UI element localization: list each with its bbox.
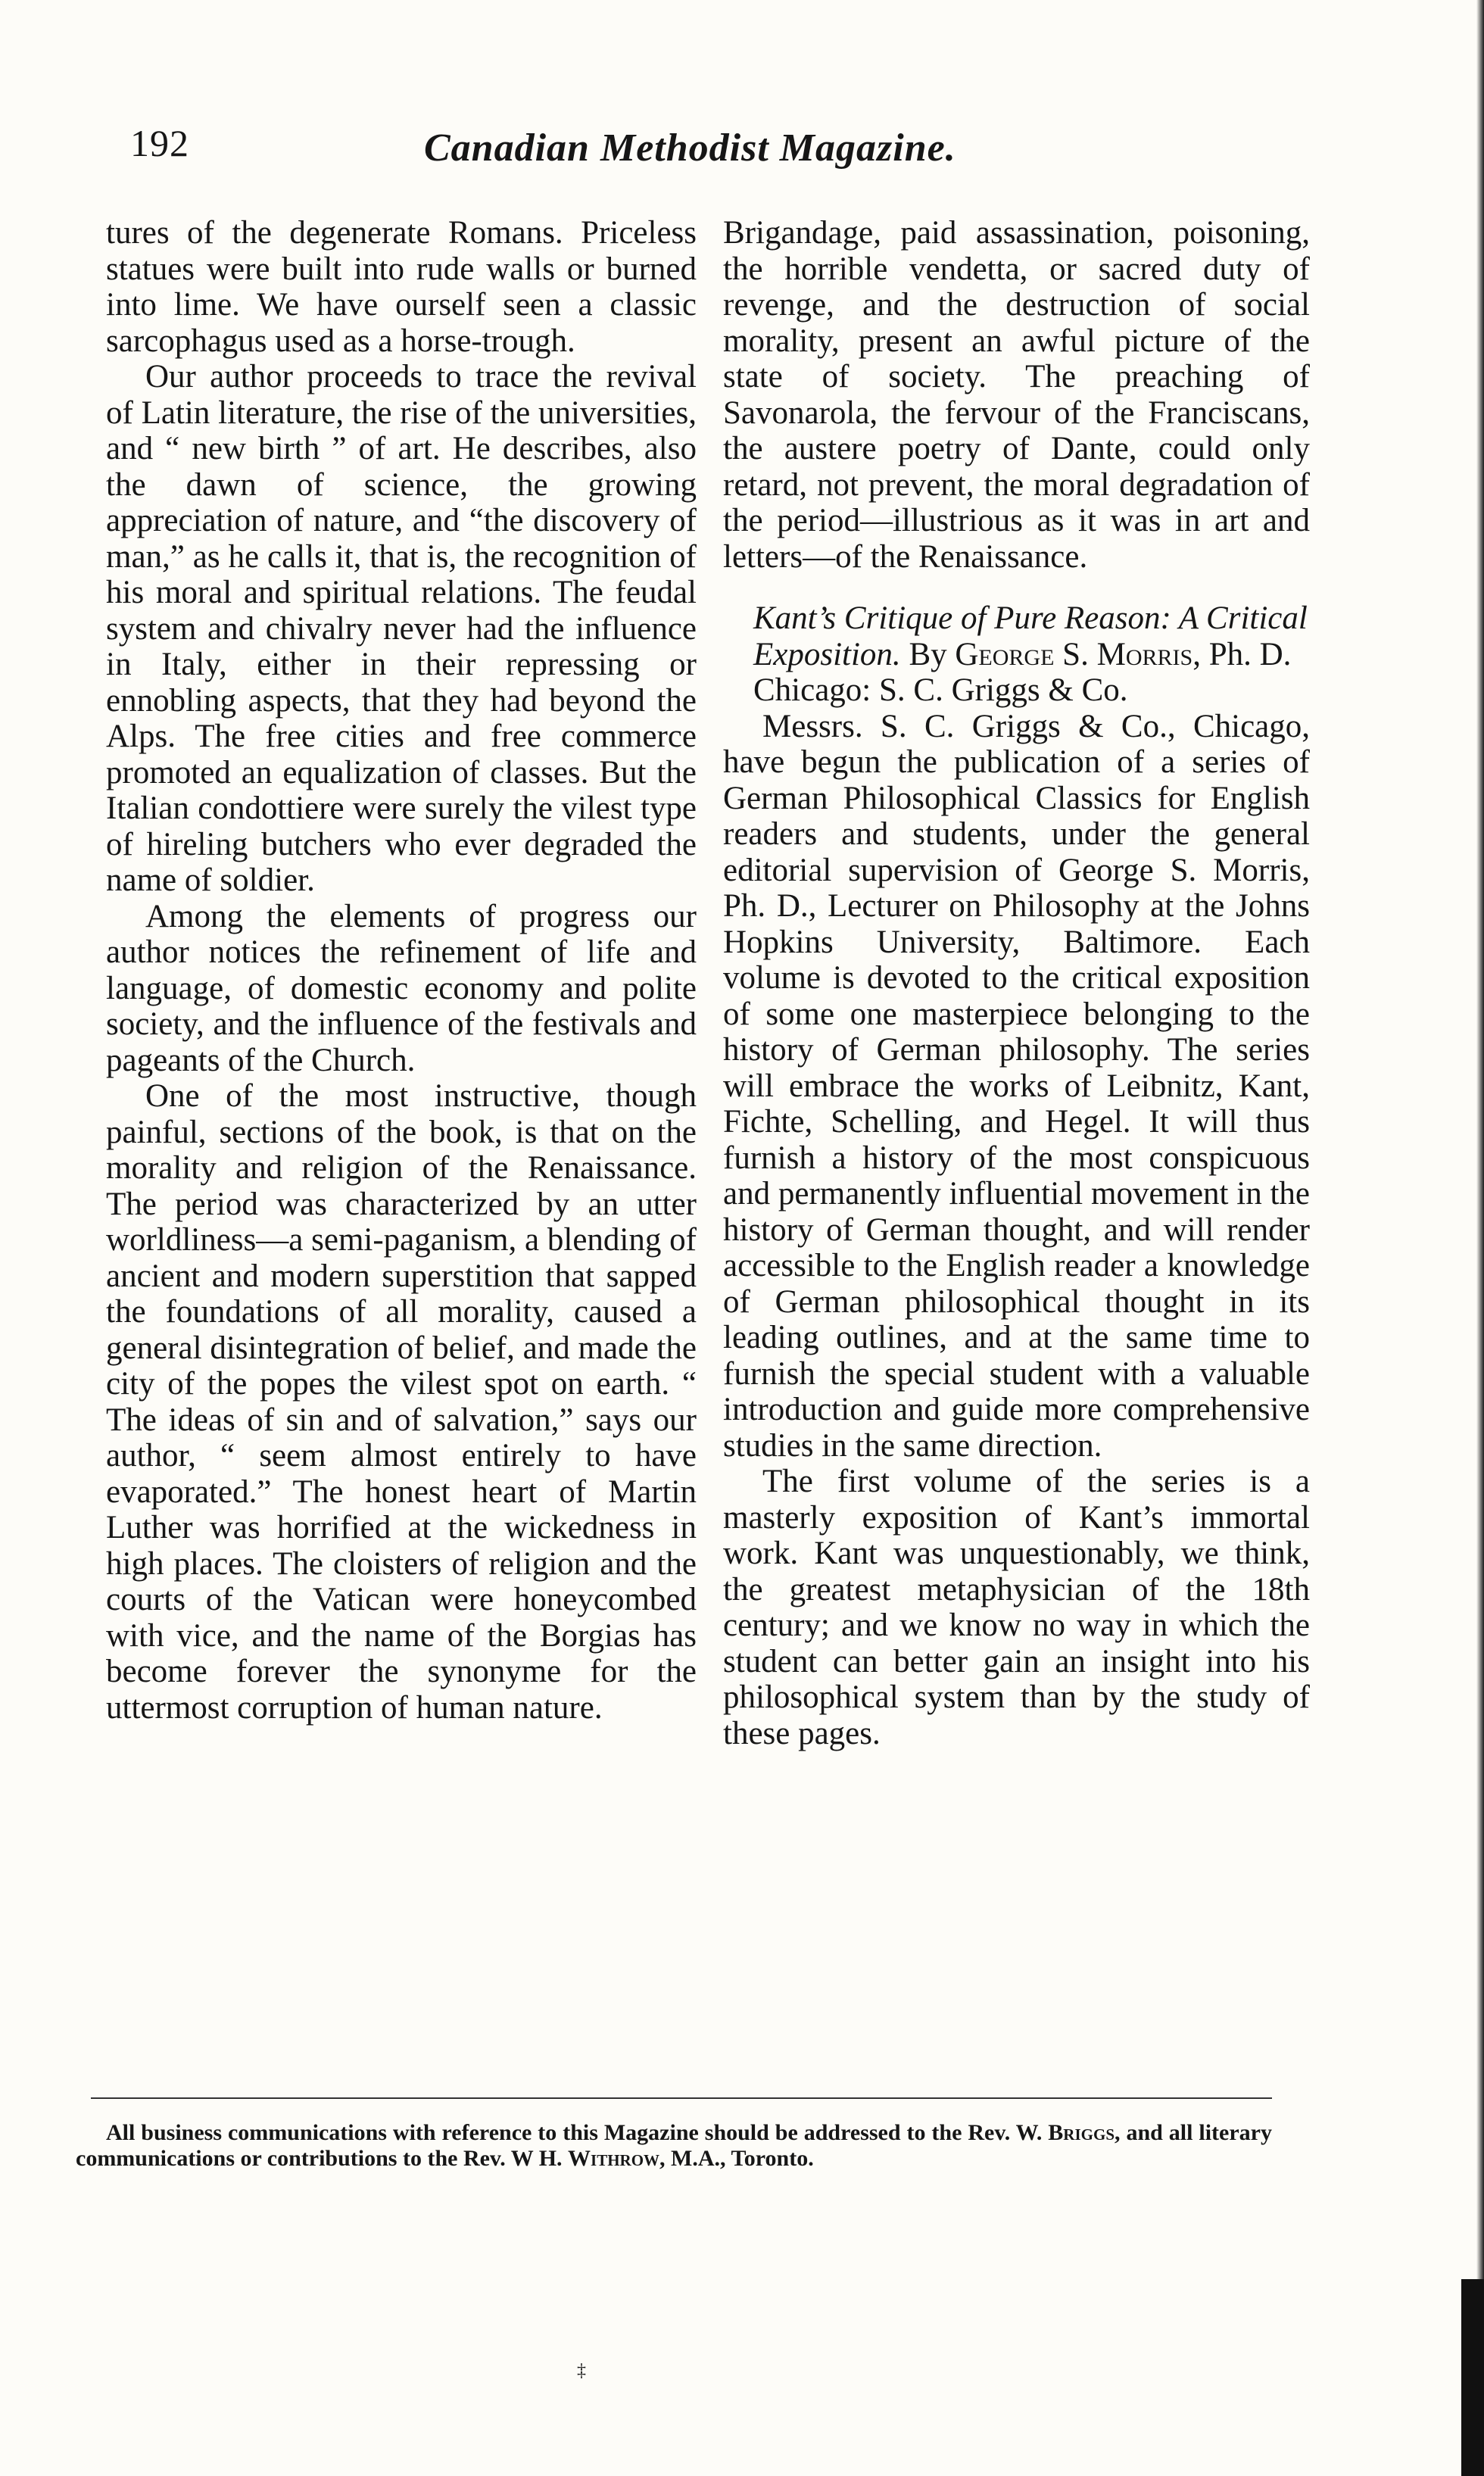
footnote-name: Briggs: [1048, 2120, 1115, 2145]
running-title: Canadian Methodist Magazine.: [424, 126, 956, 170]
binding-edge: [1476, 0, 1484, 2476]
paragraph: Messrs. S. C. Griggs & Co., Chicago, have begun the publication of a series of German Philosophical Classics for English readers and students, under the general editorial supervision of George S. Morris, Ph. D., Lecturer on Philosophy at the Johns Hopkins University, Baltimore. Each volume is devoted to the critical exposition of some one masterpiece belonging to the history of German philosophy. The series will embrace the works of Leibnitz, Kant, Fichte, Schelling, and Hegel. It will thus furnish a history of the most conspicuous and permanently influential movement in the history of German thought, and will render accessible to the English reader a knowledge of German philosophical thought in its leading outlines, and at the same time to furnish the special student with a valuable introduction and guide more comprehensive studies in the same direction.: [723, 708, 1310, 1464]
footnote-text: All business communications with reference to this Magazine should be addressed to the Rev. W.: [106, 2120, 1049, 2145]
right-column: [723, 215, 1310, 1751]
paragraph: The first volume of the series is a masterly exposition of Kant’s immortal work. Kant was unquestionably, we think, the greatest metaphysician of the 18th century; and we know no way in which the student can better gain an insight into his philosophical system than by the study of these pages.: [723, 1464, 1310, 1751]
footnote-name: Withrow: [568, 2146, 660, 2171]
footnote-rule: [91, 2097, 1272, 2099]
paragraph: tures of the degenerate Romans. Priceless statues were built into rude walls or burned into lime. We have ourself seen a classic sarcophagus used as a horse-trough.: [106, 215, 697, 359]
paragraph: One of the most instructive, though painful, sections of the book, is that on the morality and religion of the Renaissance. The period was characterized by an utter worldliness—a semi-paganism, a blending of ancient and modern superstition that sapped the foundations of all morality, caused a general disintegration of belief, and made the city of the popes the vilest spot on earth. “ The ideas of sin and of salvation,” says our author, “ seem almost entirely to have evaporated.” The honest heart of Martin Luther was horrified at the wickedness in high places. The cloisters of religion and the courts of the Vatican were honeycombed with vice, and the name of the Borgias has become forever the synonyme for the uttermost corruption of human nature.: [106, 1078, 697, 1726]
review-by: By: [909, 636, 947, 672]
paragraph: Among the elements of progress our author notices the refinement of life and language, of domestic economy and polite society, and the influence of the festivals and pageants of the Church.: [106, 898, 697, 1078]
review-heading: [723, 600, 1310, 709]
footnote: [76, 2120, 1272, 2172]
page-number: 192: [130, 122, 189, 164]
paragraph: Brigandage, paid assassination, poisoning, the horrible vendetta, or sacred duty of revenge, and the destruction of social morality, present an awful picture of the state of society. The preaching of Savonarola, the fervour of the Franciscans, the austere poetry of Dante, could only retard, not prevent, the moral degradation of the period—illustrious as it was in art and letters—of the Renaissance.: [723, 215, 1310, 575]
review-publication: , Ph. D. Chicago: S. C. Griggs & Co.: [753, 636, 1292, 708]
footnote-text: , M.A., Toronto.: [659, 2146, 814, 2171]
left-column: [106, 215, 697, 1726]
footnote-text: , and all literary communications or contributions to the Rev. W H.: [76, 2120, 1272, 2171]
page-mark: ‡: [577, 2361, 586, 2381]
paragraph: Our author proceeds to trace the revival of Latin literature, the rise of the universities, and “ new birth ” of art. He describes, also the dawn of science, the growing appreciation of nature, and “the discovery of man,” as he calls it, that is, the recognition of his moral and spiritual relations. The feudal system and chivalry never had the influence in Italy, either in their repressing or ennobling aspects, that they had beyond the Alps. The free cities and free commerce promoted an equalization of classes. But the Italian condottiere were surely the vilest type of hireling butchers who ever degraded the name of soldier.: [106, 359, 697, 898]
review-book-title: Kant’s Critique of Pure Reason: A Critical Exposition.: [753, 600, 1308, 672]
review-author: George S. Morris: [955, 636, 1193, 672]
